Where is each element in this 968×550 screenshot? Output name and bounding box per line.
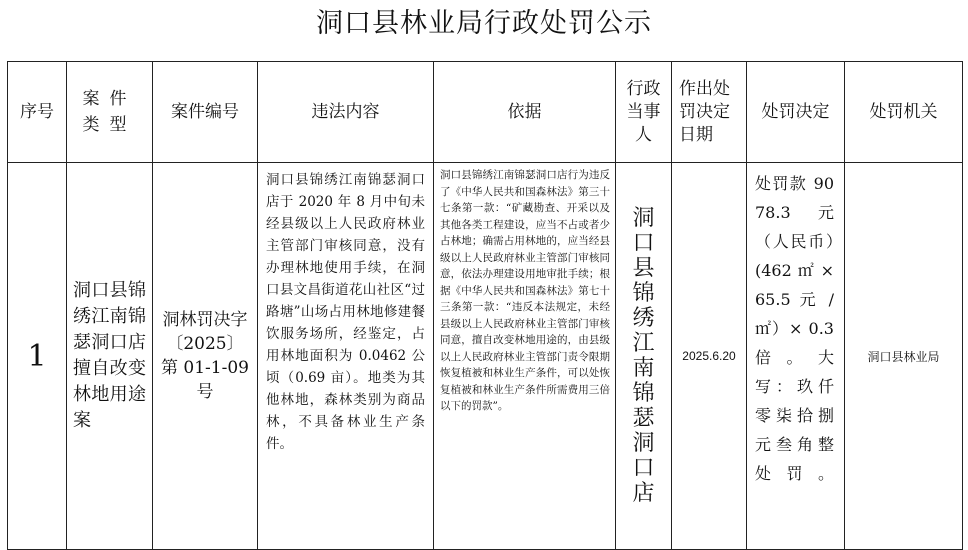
header-basis: 依据 [434, 62, 616, 163]
cell-case-type: 洞口县锦绣江南锦瑟洞口店擅自改变林地用途案 [67, 163, 153, 550]
cell-decision: 处罚款 9078.3 元（人民币）(462 ㎡ × 65.5 元 / ㎡）× 0.3 倍。大写：玖仟零柒拾捌元叁角整处罚。 [747, 163, 845, 550]
header-case-number: 案件编号 [153, 62, 258, 163]
header-decision: 处罚决定 [747, 62, 845, 163]
cell-illegal-content: 洞口县锦绣江南锦瑟洞口店于 2020 年 8 月中旬未经县级以上人民政府林业主管部门审核同意，没有办理林地使用手续，在洞口县文昌街道花山社区“过路塘”山场占用林地修建餐饮服务场所，经鉴定，占用林地面积为 0.0462 公顷（0.69 亩）。地类为其他林地，森林类别为商品林，不具备林业生产条件。 [258, 163, 434, 550]
cell-decision-date: 2025.6.20 [672, 163, 747, 550]
page-title: 洞口县林业局行政处罚公示 [316, 8, 652, 39]
header-authority: 处罚机关 [845, 62, 963, 163]
header-illegal-content: 违法内容 [258, 62, 434, 163]
penalty-table [7, 61, 963, 550]
header-case-type: 案件类型 [67, 62, 153, 163]
header-row [8, 62, 963, 163]
header-seq: 序号 [8, 62, 67, 163]
table-row [8, 163, 963, 550]
cell-authority: 洞口县林业局 [845, 163, 963, 550]
cell-case-number: 洞林罚决字〔2025〕第 01-1-09 号 [153, 163, 258, 550]
cell-basis: 洞口县锦绣江南锦瑟洞口店行为违反了《中华人民共和国森林法》第三十七条第一款：“矿藏勘查、开采以及其他各类工程建设，应当不占或者少占林地；确需占用林地的，应当经县级以上人民政府林业主管部门审核同意，依法办理建设用地审批手续；根据《中华人民共和国森林法》第七十三条第一款：“违反本法规定，未经县级以上人民政府林业主管部门审核同意，擅自改变林地用途的，由县级以上人民政府林业主管部门责令限期恢复植被和林业生产条件，可以处恢复植被和林业生产条件所需费用三倍以下的罚款”。 [434, 163, 616, 550]
header-party: 行政当事人 [616, 62, 672, 163]
cell-party [616, 163, 672, 550]
cell-seq: 1 [8, 163, 67, 550]
party-name: 洞口县锦绣江南锦瑟洞口店 [632, 206, 655, 506]
header-decision-date: 作出处罚决定日期 [672, 62, 747, 163]
